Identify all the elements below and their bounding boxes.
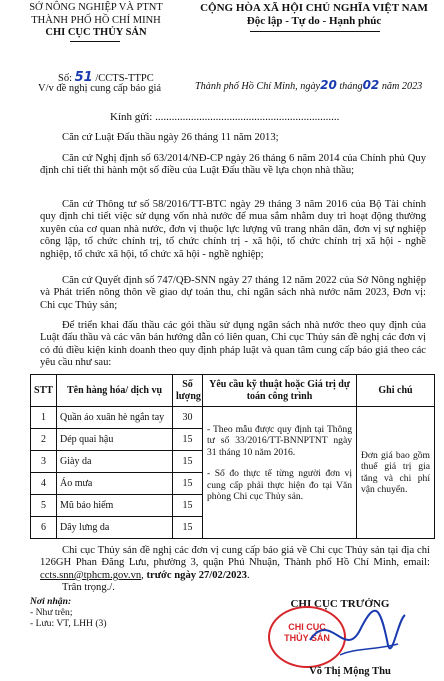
paragraph-2: Căn cứ Nghị định số 63/2014/NĐ-CP ngày 26 tháng 6 năm 2014 của Chính phủ Quy định chi tiết thi hành một số điều của Luật Đấu thầu về lựa chọn nhà thầu; bbox=[40, 153, 426, 177]
recipients-block bbox=[30, 596, 107, 629]
signer-name: Võ Thị Mộng Thu bbox=[309, 666, 391, 677]
col-qty: Số lượng bbox=[173, 375, 203, 407]
subject-line: V/v đề nghị cung cấp báo giá bbox=[38, 83, 162, 94]
agency-underline bbox=[70, 41, 120, 42]
recipients-title: Nơi nhận: bbox=[30, 596, 72, 607]
issuing-agency bbox=[6, 2, 186, 40]
closing-end: . bbox=[246, 569, 250, 581]
closing-paragraph bbox=[40, 545, 430, 582]
stamp-text-1: CHI CỤC bbox=[288, 622, 326, 632]
handwritten-signature bbox=[300, 600, 410, 670]
goods-table bbox=[30, 374, 435, 539]
number-prefix: Số: bbox=[58, 73, 73, 84]
paragraph-5: Để triển khai đấu thầu các gói thầu sử dụng ngân sách nhà nước theo quy định của Luật đấu thầu và các văn bản hướng dẫn có liên quan, Chi cục Thủy sản đề nghị các đơn vị có đủ điều kiện kinh doanh theo quy định pháp luật và quan tâm cung cấp báo giá theo các yêu cầu như sau: bbox=[40, 320, 426, 369]
row-name: Dây lưng da bbox=[57, 517, 173, 539]
requirement-2: - Số đo thực tế từng người đơn vị cung cấp phải thực hiện đo tại Văn phòng Chi cục Thủy sản. bbox=[207, 468, 352, 503]
handwritten-number: 51 bbox=[74, 70, 93, 85]
motto: Độc lập - Tự do - Hạnh phúc bbox=[246, 15, 382, 27]
col-note: Ghi chú bbox=[357, 375, 435, 407]
paragraph-1: Căn cứ Luật Đấu thầu ngày 26 tháng 11 năm 2013; bbox=[62, 132, 279, 143]
org-line-3: CHI CỤC THỦY SẢN bbox=[45, 27, 147, 38]
org-line-1: SỞ NÔNG NGHIỆP VÀ PTNT bbox=[29, 2, 163, 13]
row-stt: 5 bbox=[31, 495, 57, 517]
org-line-2: THÀNH PHỐ HỒ CHÍ MINH bbox=[31, 14, 161, 26]
row-qty: 15 bbox=[173, 473, 203, 495]
note-cell: Đơn giá bao gồm thuế giá trị gia tăng và chi phí vận chuyển. bbox=[357, 407, 435, 539]
row-qty: 15 bbox=[173, 429, 203, 451]
closing-text: Chi cục Thủy sản đề nghị các đơn vị cung cấp báo giá về Chi cục Thủy sản tại địa chỉ 126GH Phan Đăng Lưu, phường 3, quận Phú Nhuận, Thành phố Hồ Chí Minh, email: bbox=[40, 545, 430, 569]
row-name: Mũ bảo hiểm bbox=[57, 495, 173, 517]
row-stt: 2 bbox=[31, 429, 57, 451]
handwritten-day: 20 bbox=[320, 78, 337, 92]
regards: Trân trọng./. bbox=[62, 582, 115, 593]
month-label: tháng bbox=[339, 81, 363, 92]
row-qty: 15 bbox=[173, 517, 203, 539]
row-name: Dép quai hậu bbox=[57, 429, 173, 451]
national-heading bbox=[186, 2, 442, 28]
nation-title: CỘNG HÒA XÃ HỘI CHỦ NGHĨA VIỆT NAM bbox=[200, 2, 428, 14]
recipient-item: - Như trên; bbox=[30, 607, 73, 618]
requirement-1: - Theo mẫu được quy định tại Thông tư số 33/2016/TT-BNNPTNT ngày 31 tháng 10 năm 2016. bbox=[207, 424, 352, 458]
row-stt: 3 bbox=[31, 451, 57, 473]
row-name: Giày da bbox=[57, 451, 173, 473]
place-date-prefix: Thành phố Hồ Chí Minh, ngày bbox=[195, 81, 321, 92]
row-name: Quần áo xuân hè ngắn tay bbox=[57, 407, 173, 429]
signer-title: CHI CỤC TRƯỞNG bbox=[290, 598, 390, 610]
place-and-date bbox=[195, 78, 422, 92]
row-stt: 6 bbox=[31, 517, 57, 539]
col-stt: STT bbox=[31, 375, 57, 407]
recipient-item: - Lưu: VT, LHH (3) bbox=[30, 618, 107, 629]
closing-comma: , bbox=[141, 569, 147, 581]
col-requirements: Yêu cầu kỹ thuật hoặc Giá trị dự toán công trình bbox=[203, 375, 357, 407]
requirements-cell bbox=[203, 407, 357, 539]
recipient-line: Kính gửi: ................................................................... bbox=[110, 111, 340, 123]
row-stt: 4 bbox=[31, 473, 57, 495]
row-qty: 15 bbox=[173, 451, 203, 473]
paragraph-4: Căn cứ Quyết định số 747/QĐ-SNN ngày 27 tháng 12 năm 2022 của Sở Nông nghiệp và Phát triển nông thôn về giao dự toán thu, chi ngân sách nhà nước năm 2023, Đơn vị: Chi cục Thủy sản; bbox=[40, 275, 426, 311]
row-qty: 15 bbox=[173, 495, 203, 517]
year: năm 2023 bbox=[381, 81, 423, 92]
table-row bbox=[31, 407, 435, 429]
paragraph-3: Căn cứ Thông tư số 58/2016/TT-BTC ngày 29 tháng 3 năm 2016 của Bộ Tài chính quy định chi tiết việc sử dụng vốn nhà nước để mua sắm nhằm duy trì hoạt động thường xuyên của cơ quan nhà nước, đơn vị thuộc lực lượng vũ trang nhân dân, đơn vị sự nghiệp công lập, tổ chức chính trị, tổ chức chính trị - xã hội, tổ chức chính trị xã hội - nghề nghiệp, tổ chức xã hội, tổ chức xã hội - nghề nghiệp; bbox=[40, 199, 426, 260]
row-name: Áo mưa bbox=[57, 473, 173, 495]
col-name: Tên hàng hóa/ dịch vụ bbox=[57, 375, 173, 407]
handwritten-month: 02 bbox=[362, 78, 380, 92]
motto-underline bbox=[250, 31, 380, 32]
stamp-text-2: THỦY SẢN bbox=[284, 633, 330, 643]
row-qty: 30 bbox=[173, 407, 203, 429]
table-header-row bbox=[31, 375, 435, 407]
deadline: trước ngày 27/02/2023 bbox=[146, 569, 247, 581]
number-suffix: /CCTS-TTPC bbox=[95, 73, 154, 84]
email-link[interactable]: ccts.snn@tphcm.gov.vn bbox=[40, 569, 142, 581]
row-stt: 1 bbox=[31, 407, 57, 429]
